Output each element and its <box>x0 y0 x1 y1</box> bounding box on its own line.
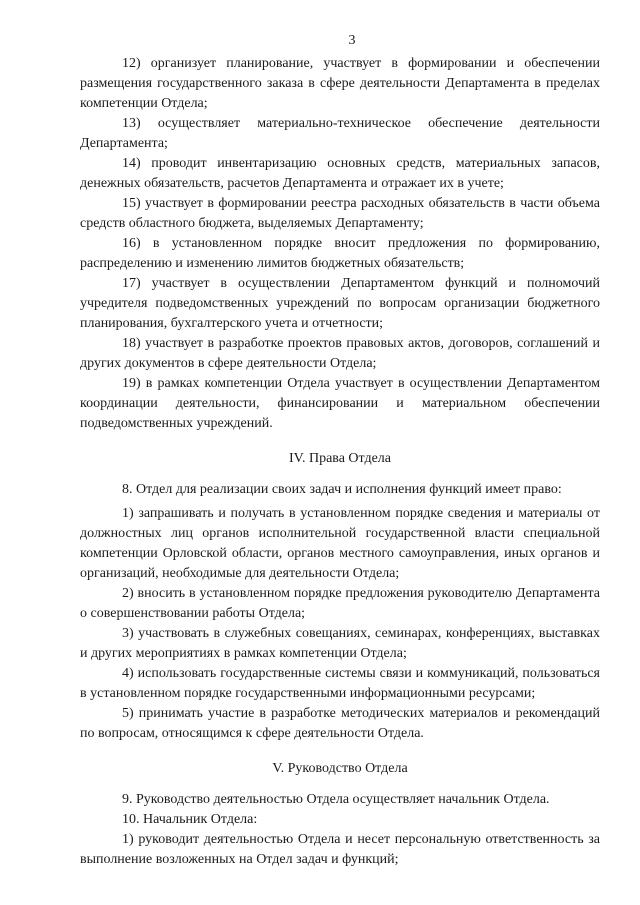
function-item-14: 14) проводит инвентаризацию основных средств, материальных запасов, денежных обязательств, расчетов Департамента и отражает их в учете; <box>80 156 600 191</box>
spacer <box>80 470 600 480</box>
rights-item-1: 1) запрашивать и получать в установленном порядке сведения и материалы от должностных лиц органов исполнительной государственной власти специальной компетенции Орловской области, органов местного самоуправления, иных органов и организаций, необходимые для деятельности Отдела; <box>80 506 600 581</box>
rights-item-2: 2) вносить в установленном порядке предложения руководителю Департамента о совершенствовании работы Отдела; <box>80 586 600 621</box>
section-heading-rights: IV. Права Отдела <box>288 451 391 466</box>
document-page <box>80 30 600 870</box>
function-item-13: 13) осуществляет материально-техническое обеспечение деятельности Департамента; <box>80 116 600 151</box>
spacer <box>80 780 600 790</box>
function-item-12: 12) организует планирование, участвует в формировании и обеспечении размещения государственного заказа в сфере деятельности Департамента в пределах компетенции Отдела; <box>80 56 600 111</box>
rights-list <box>80 504 600 744</box>
function-item-19: 19) в рамках компетенции Отдела участвует в осуществлении Департаментом координации деятельности, финансировании и материальном обеспечении подведомственных учреждений. <box>80 376 600 431</box>
management-para-9: 9. Руководство деятельностью Отдела осуществляет начальник Отдела. <box>122 792 550 807</box>
function-item-15: 15) участвует в формировании реестра расходных обязательств в части объема средств областного бюджета, выделяемых Департаменту; <box>80 196 600 231</box>
head-duties-list <box>80 830 600 870</box>
function-item-17: 17) участвует в осуществлении Департаментом функций и полномочий учредителя подведомственных учреждений по вопросам организации бюджетного планирования, бухгалтерского учета и отчетности; <box>80 276 600 331</box>
head-duty-item-1: 1) руководит деятельностью Отдела и несет персональную ответственность за выполнение возложенных на Отдел задач и функций; <box>80 832 600 867</box>
section3-function-list <box>80 54 600 434</box>
rights-item-3: 3) участвовать в служебных совещаниях, семинарах, конференциях, выставках и других мероприятиях в рамках компетенции Отдела; <box>80 626 600 661</box>
function-item-18: 18) участвует в разработке проектов правовых актов, договоров, соглашений и других документов в сфере деятельности Отдела; <box>80 336 600 371</box>
spacer <box>80 434 600 448</box>
function-item-16: 16) в установленном порядке вносит предложения по формированию, распределению и изменению лимитов бюджетных обязательств; <box>80 236 600 271</box>
spacer <box>80 744 600 758</box>
section-heading-management: V. Руководство Отдела <box>272 761 408 776</box>
page-number: 3 <box>348 33 356 48</box>
management-para-10: 10. Начальник Отдела: <box>122 812 258 827</box>
rights-intro: 8. Отдел для реализации своих задач и исполнения функций имеет право: <box>122 482 562 497</box>
rights-item-5: 5) принимать участие в разработке методических материалов и рекомендаций по вопросам, относящимся к сфере деятельности Отдела. <box>80 706 600 741</box>
rights-item-4: 4) использовать государственные системы связи и коммуникаций, пользоваться в установленном порядке государственными информационными ресурсами; <box>80 666 600 701</box>
